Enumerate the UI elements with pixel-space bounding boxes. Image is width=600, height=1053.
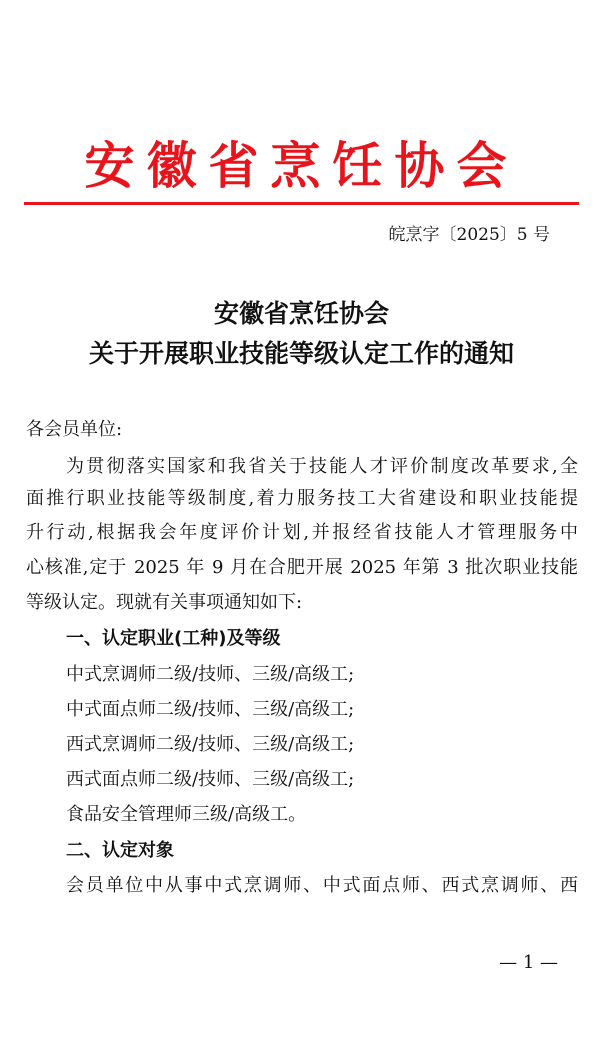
- red-divider-line: [24, 202, 579, 205]
- salutation: 各会员单位:: [26, 419, 123, 440]
- list-item: 中式烹调师二级/技师、三级/高级工;: [66, 664, 355, 685]
- section-2-paragraph-line: 会员单位中从事中式烹调师、中式面点师、西式烹调师、西: [66, 875, 578, 896]
- list-item: 西式烹调师二级/技师、三级/高级工;: [66, 734, 355, 755]
- document-title-line-1: 安徽省烹饪协会: [213, 299, 389, 328]
- intro-paragraph-line: 面推行职业技能等级制度,着力服务技工大省建设和职业技能提: [26, 488, 578, 509]
- organization-header: 安徽省烹饪协会: [84, 136, 519, 195]
- list-item: 食品安全管理师三级/高级工。: [66, 804, 307, 825]
- list-item: 西式面点师二级/技师、三级/高级工;: [66, 769, 355, 790]
- section-2-heading: 二、认定对象: [66, 840, 174, 861]
- page-number: — 1 —: [499, 952, 558, 973]
- section-1-heading: 一、认定职业(工种)及等级: [66, 628, 281, 649]
- intro-paragraph-line: 等级认定。现就有关事项通知如下:: [26, 592, 303, 613]
- intro-paragraph-line: 为贯彻落实国家和我省关于技能人才评价制度改革要求,全: [66, 456, 578, 477]
- document-title-line-2: 关于开展职业技能等级认定工作的通知: [88, 339, 514, 368]
- list-item: 中式面点师二级/技师、三级/高级工;: [66, 699, 355, 720]
- document-number: 皖烹字〔2025〕5 号: [388, 225, 550, 245]
- intro-paragraph-line: 心核准,定于 2025 年 9 月在合肥开展 2025 年第 3 批次职业技能: [26, 557, 578, 578]
- intro-paragraph-line: 升行动,根据我会年度评价计划,并报经省技能人才管理服务中: [26, 522, 578, 543]
